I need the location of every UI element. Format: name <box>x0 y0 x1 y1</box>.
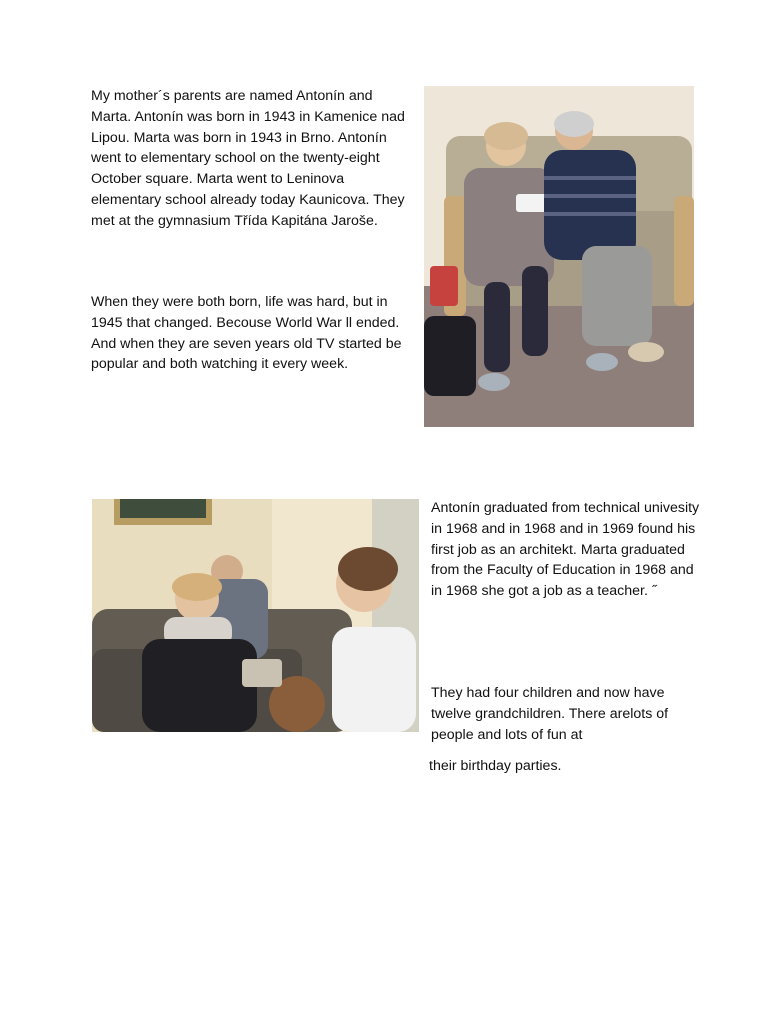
paragraph-family-continued: their birthday parties. <box>429 758 562 774</box>
paragraph-family: They had four children and now have twelve grandchildren. There arelots of people and lots of fun at <box>431 685 669 743</box>
paragraph-education-career: Antonín graduated from technical univesity in 1968 and in 1968 and in 1969 found his first job as an architekt. Marta graduated from the Faculty of Education in 1968 and in 1968 she got a job as a teacher. ˝ <box>431 500 700 600</box>
grandparents-reading-photo <box>424 86 694 427</box>
paragraph-grandparents-intro: My mother´s parents are named Antonín and Marta. Antonín was born in 1943 in Kamenice nad Lipou. Marta was born in 1943 in Brno. Antonín went to elementary school on the twenty-eight October square. Marta went to Leninova elementary school already today Kaunicova. They met at the gymnasium Třída Kapitána Jaroše. <box>91 88 405 229</box>
paragraph-childhood: When they were both born, life was hard, but in 1945 that changed. Becouse World War ll ended. And when they are seven years old TV started be popular and both watching it every week. <box>91 294 402 373</box>
grandparents-with-grandchildren-photo <box>92 499 419 732</box>
